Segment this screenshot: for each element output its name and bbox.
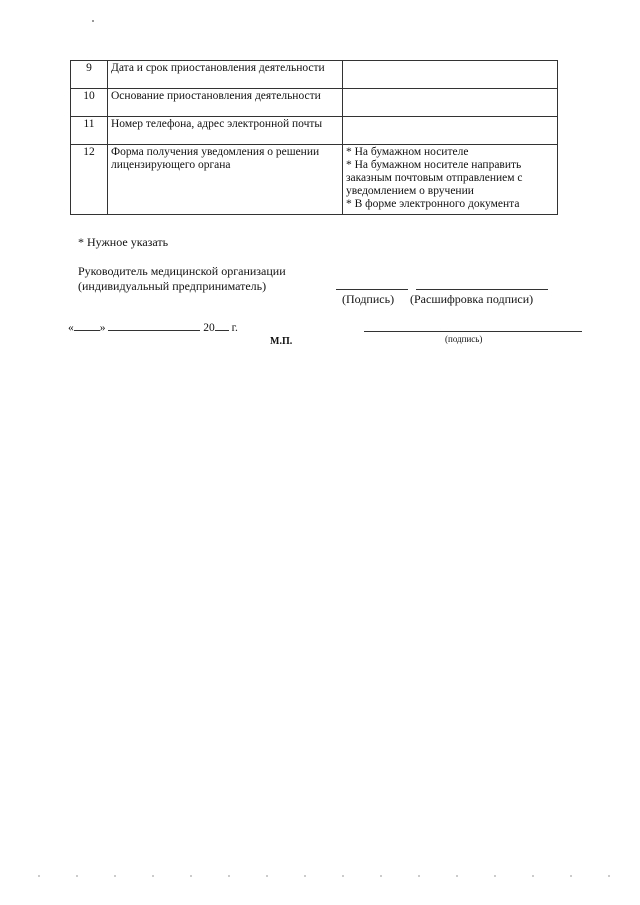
head-title	[78, 264, 286, 294]
year-prefix: 20	[203, 322, 215, 334]
date-field	[68, 320, 238, 334]
stamp-place: М.П.	[270, 336, 293, 347]
row-value[interactable]	[343, 61, 558, 89]
signature2-caption: (подпись)	[445, 334, 483, 344]
signature-decode-field[interactable]	[416, 289, 548, 290]
signature2-field[interactable]	[364, 331, 582, 332]
table-row	[71, 145, 558, 215]
table-row	[71, 61, 558, 89]
scan-noise	[20, 875, 620, 877]
month-field[interactable]	[108, 320, 200, 331]
row-number: 9	[71, 61, 108, 89]
row-value[interactable]	[343, 89, 558, 117]
row-label: Форма получения уведомления о решении лицензирующего органа	[108, 145, 343, 215]
footnote: * Нужное указать	[78, 235, 169, 249]
date-close-quote: »	[99, 322, 106, 334]
date-open-quote: «	[68, 322, 74, 334]
application-table	[70, 60, 558, 215]
head-title-line2: (индивидуальный предприниматель)	[78, 279, 267, 293]
option-paper-mail[interactable]: * На бумажном носителе направить заказным почтовым отправлением с уведомлением о вручении	[346, 159, 523, 197]
row-number: 12	[71, 145, 108, 215]
row-label: Дата и срок приостановления деятельности	[108, 61, 343, 89]
row-number: 11	[71, 117, 108, 145]
row-value-options[interactable]	[343, 145, 558, 215]
signature-caption: (Подпись)	[342, 292, 395, 306]
signature-field[interactable]	[336, 289, 408, 290]
table-row	[71, 117, 558, 145]
year-field[interactable]	[215, 320, 229, 331]
option-electronic[interactable]: * В форме электронного документа	[346, 198, 520, 210]
year-suffix: г.	[231, 322, 238, 334]
row-number: 10	[71, 89, 108, 117]
row-value[interactable]	[343, 117, 558, 145]
head-title-line1: Руководитель медицинской организации	[78, 264, 286, 278]
scan-dot	[92, 20, 94, 22]
day-field[interactable]	[74, 320, 100, 331]
row-label: Номер телефона, адрес электронной почты	[108, 117, 343, 145]
table-row	[71, 89, 558, 117]
signature-decode-caption: (Расшифровка подписи)	[410, 292, 534, 306]
row-label: Основание приостановления деятельности	[108, 89, 343, 117]
option-paper[interactable]: * На бумажном носителе	[346, 146, 469, 158]
